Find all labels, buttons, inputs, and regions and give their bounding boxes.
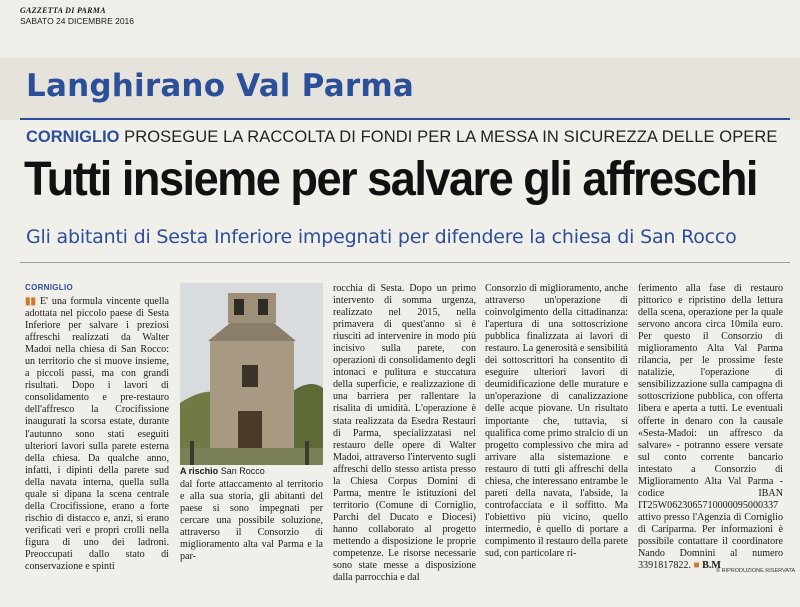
- kicker: [26, 128, 778, 147]
- section-rule: [20, 118, 790, 120]
- kicker-text: PROSEGUE LA RACCOLTA DI FONDI PER LA MESSA IN SICUREZZA DELLE OPERE: [124, 128, 778, 146]
- paragraph-marker-icon: ▮▮: [25, 296, 37, 307]
- article-column-4: [485, 283, 628, 583]
- author-signature: B.M: [702, 560, 721, 572]
- article-column-2: [180, 479, 323, 584]
- headline: Tutti insieme per salvare gli affreschi: [24, 153, 757, 206]
- issue-date: SABATO 24 DICEMBRE 2016: [20, 16, 135, 26]
- caption-text: San Rocco: [220, 466, 265, 476]
- column-5-text: ferimento alla fase di restauro pittorico e ripristino della lettura della scena, operazione per la quale servono ancora circa 10mila euro. Per questo il Consorzio di miglioramento Alta Val Parma rilancia, per le prossime feste natalizie, l'operazione di sensibilizzazione sulla campagna di sottoscrizione pubblica, con offerta libera e aperta a tutti. Le eventuali offerte in denaro con la causale «Sesta-Madoi: un affresco da salvare» - potranno essere versate sul conto corrente bancario intestato a Consorzio di Miglioramento Alta Val Parma - codice IBAN IT25W0623065710000095000337 attivo presso l'Agenzia di Corniglio di Cariparma. Per informazioni è possibile contattare il coordinatore Nando Domnini al numero 3391817822.: [638, 283, 783, 572]
- church-illustration: [180, 283, 323, 465]
- kicker-location: CORNIGLIO: [26, 128, 120, 146]
- article-column-3: [333, 283, 476, 583]
- photo-caption: [180, 466, 265, 476]
- caption-label: A rischio: [180, 466, 219, 476]
- masthead: [20, 6, 134, 26]
- article-column-5: [638, 283, 783, 583]
- column-1-text: E' una formula vincente quella adottata nel piccolo paese di Sesta Inferiore per salvare i preziosi affreschi realizzati da Walter Madoi nella chiesa di San Rocco: un territorio che si muove insieme, a piccoli passi, ma con grandi risultati. Dopo i lavori di consolidamento e pre-restauro dell'affresco la Crocifissione inaugurati la scorsa estate, durante l'autunno sono stati eseguiti ulteriori lavori sulla parete esterna della chiesa. Da qualche anno, infatti, i dipinti della parete sud della navata interna, quella sulla quale si dipana la scena centrale della Crocifissione, erano a forte rischio di distacco e, anzi, si erano verificati veri e propri crolli nella figura di uno dei ladroni. Preoccupati dallo stato di conservazione e spinti: [25, 296, 169, 573]
- church-photo: [180, 283, 323, 465]
- copyright-notice: © RIPRODUZIONE RISERVATA: [716, 568, 796, 574]
- article-location-tag: CORNIGLIO: [25, 283, 74, 292]
- column-2-text: dal forte attaccamento al territorio e alla sua storia, gli abitanti del paese si sono impegnati per cercare una possibile soluzione, attraverso il Consorzio di miglioramento alta val Parma e la par-: [180, 479, 323, 563]
- newspaper-name: GAZZETTA DI PARMA: [20, 6, 106, 15]
- body-rule: [20, 262, 790, 263]
- end-marker-icon: ■: [693, 560, 700, 572]
- column-4-text: Consorzio di miglioramento, anche attraverso un'operazione di coinvolgimento della cittadinanza: l'apertura di una sottoscrizione pubblica finalizzata ai lavori di restauro. La generosità e sensibilità dei sottoscrittori ha consentito di eseguire ulteriori lavori di deumidificazione delle murature e un'operazione di canalizzazione delle acque piovane. Un risultato importante che, tuttavia, si qualifica come primo stralcio di un progetto complessivo che mira ad arrivare alla sistemazione e restauro di tutti gli affreschi della chiesa, che interessano entrambe le pareti della navata, l'abside, la controfacciata e il soffitto. Ma l'obiettivo più vicino, quello intermedio, è quello di portare a compimento il restauro della parete sud, con particolare ri-: [485, 283, 628, 560]
- subheadline: Gli abitanti di Sesta Inferiore impegnati per difendere la chiesa di San Rocco: [26, 226, 737, 248]
- section-title: Langhirano Val Parma: [26, 68, 414, 104]
- column-3-text: rocchia di Sesta. Dopo un primo intervento di somma urgenza, realizzato nel 2015, nella primavera di quest'anno si è riusciti ad intervenire in modo più incisivo sulla parete, con operazioni di consolidamento degli intonaci e pulitura e stuccatura della superficie, e realizzazione di una barriera per rallentare la risalita di umidità. L'operazione è stata realizzata da Esedra Restauri di Parma, specializzatasi nel restauro delle opere di Walter Madoi, attraverso l'intervento sugli affreschi dello stesso artista presso la Chiesa Corpus Domini di Parma, mentre le istituzioni del territorio (Comune di Corniglio, Parchi del Ducato e Diocesi) hanno collaborato al progetto mettendo a disposizione le proprie competenze. Le risorse necessarie sono state messe a disposizione dalla parrocchia e dal: [333, 283, 476, 583]
- article-column-1: [25, 296, 169, 596]
